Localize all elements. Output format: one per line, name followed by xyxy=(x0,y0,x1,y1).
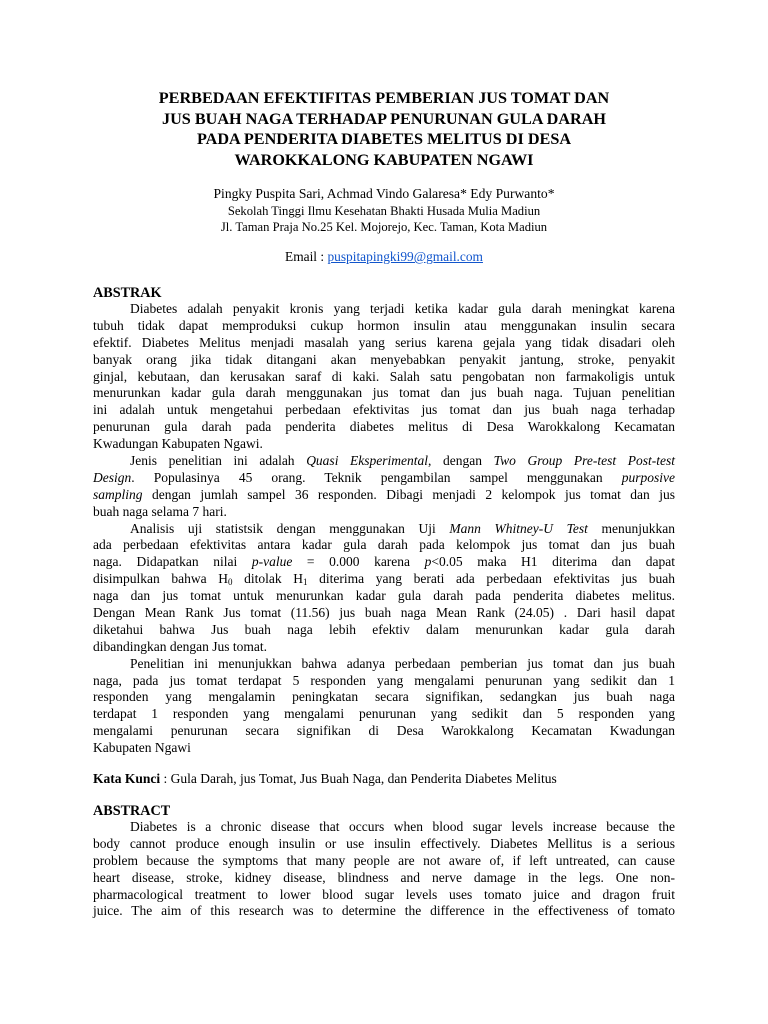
abstract-line: problem because the symptoms that many people are not aware of, if left untreated, can cause xyxy=(93,852,675,868)
title-line: PADA PENDERITA DIABETES MELITUS DI DESA xyxy=(196,130,572,148)
keywords xyxy=(93,770,557,787)
abstrak-heading: ABSTRAK xyxy=(93,285,162,301)
title-line: WAROKKALONG KABUPATEN NGAWI xyxy=(234,150,534,169)
abstrak-line: buah naga selama 7 hari. xyxy=(93,503,227,519)
text-run: = 0.000 karena xyxy=(292,554,425,570)
abstrak-line xyxy=(93,554,675,571)
abstrak-line: banyak orang jika tidak ditangani akan menyebabkan penyakit jantung, stroke, penyakit xyxy=(93,351,675,367)
keywords-label: Kata Kunci xyxy=(93,771,161,786)
email-link[interactable]: puspitapingki99@gmail.com xyxy=(327,249,483,264)
abstrak-line: dibandingkan dengan Jus tomat. xyxy=(93,638,267,654)
abstrak-line: Kwadungan Kabupaten Ngawi. xyxy=(93,436,263,452)
abstrak-line: ini adalah untuk mengetahui perbedaan efektivitas jus tomat dan jus buah naga terhadap xyxy=(93,402,675,418)
italic-run: purposive xyxy=(621,469,675,485)
abstract-line: heart disease, stroke, kidney disease, blindness and nerve damage in the legs. One non- xyxy=(93,869,675,885)
abstrak-line: mengalami penurunan secara signifikan di Desa Warokkalong Kecamatan Kwadungan xyxy=(93,723,675,739)
email-line xyxy=(0,248,768,266)
address: Jl. Taman Praja No.25 Kel. Mojorejo, Kec. Taman, Kota Madiun xyxy=(220,220,548,234)
email-label: Email : xyxy=(285,249,328,264)
abstrak-line xyxy=(93,487,675,504)
title-line: PERBEDAAN EFEKTIFITAS PEMBERIAN JUS TOMAT DAN xyxy=(158,89,610,107)
abstrak-line: ginjal, kebutaan, dan kerusakan saraf di kaki. Salah satu pengobatan non farmakoligis untuk xyxy=(93,368,675,384)
text-run: Jenis penelitian ini adalah xyxy=(130,453,307,469)
text-run: . Populasinya 45 orang. Teknik pengambilan sampel menggunakan xyxy=(131,469,622,485)
italic-run: sampling xyxy=(93,486,143,502)
abstrak-line: menurunkan kadar gula darah menggunakan jus tomat dan jus buah naga. Tujuan penelitian xyxy=(93,385,675,401)
affiliation: Sekolah Tinggi Ilmu Kesehatan Bhakti Husada Mulia Madiun xyxy=(227,204,541,218)
text-run: diterima yang berati ada perbedaan efektivitas jus buah xyxy=(307,571,675,587)
text-run: , dengan xyxy=(428,453,494,469)
abstrak-line: Diabetes adalah penyakit kronis yang terjadi ketika kadar gula darah meningkat karena xyxy=(130,301,675,316)
abstrak-line: terdapat 1 responden yang mengalami penurunan yang sedikit dan 5 responden yang xyxy=(93,706,675,722)
abstract-line: juice. The aim of this research was to determine the difference in the effectiveness of tomato xyxy=(93,903,675,919)
italic-run: p xyxy=(424,554,432,570)
abstract-line: Diabetes is a chronic disease that occurs when blood sugar levels increase because the xyxy=(130,819,675,834)
abstrak-line: ada perbedaan efektivitas antara kadar gula darah pada kelompok jus tomat dan jus buah xyxy=(93,537,675,553)
text-run: menunjukkan xyxy=(587,520,675,536)
abstrak-line xyxy=(93,521,675,538)
abstrak-line: Dengan Mean Rank Jus tomat (11.56) jus buah naga Mean Rank (24.05) . Dari hasil dapat xyxy=(93,605,675,621)
abstrak-line xyxy=(93,571,675,588)
abstrak-line: tubuh tidak dapat memproduksi cukup hormon insulin atau menggunakan insulin secara xyxy=(93,317,675,333)
subscript: 1 xyxy=(303,577,308,588)
abstrak-line xyxy=(93,453,675,470)
text-run: disimpulkan bahwa H xyxy=(93,571,229,587)
abstrak-line: naga dan jus tomat untuk menurunkan kadar gula darah pada penderita diabetes melitus. xyxy=(93,588,675,604)
italic-run: Design xyxy=(93,469,132,485)
italic-run: Quasi Eksperimental xyxy=(306,453,429,469)
keywords-text: : Gula Darah, jus Tomat, Jus Buah Naga, dan Penderita Diabetes Melitus xyxy=(160,771,557,786)
text-run: <0.05 maka H1 diterima dan dapat xyxy=(431,554,675,570)
italic-run: p-value xyxy=(251,554,293,570)
italic-run: Two Group Pre-test Post-test xyxy=(493,453,675,469)
abstrak-line: diketahui bahwa Jus buah naga lebih efektiv dalam menurunkan kadar gula darah xyxy=(93,621,675,637)
abstract-line: pharmacological treatment to lower blood sugar levels uses tomato juice and dragon fruit xyxy=(93,886,675,902)
italic-run: Mann Whitney-U Test xyxy=(449,520,588,536)
abstrak-line: penurunan gula darah pada penderita diabetes melitus di Desa Warokkalong Kecamatan xyxy=(93,419,675,435)
abstrak-line: Penelitian ini menunjukkan bahwa adanya perbedaan pemberian jus tomat dan jus buah xyxy=(130,655,675,671)
title-line: JUS BUAH NAGA TERHADAP PENURUNAN GULA DARAH xyxy=(162,109,606,128)
text-run: Analisis uji statistsik dengan menggunakan Uji xyxy=(130,520,450,536)
subscript: 0 xyxy=(228,577,233,588)
abstrak-line: responden yang mengalamin peningkatan secara signifikan, sedangkan jus buah naga xyxy=(93,689,675,705)
abstrak-line: Kabupaten Ngawi xyxy=(93,740,191,756)
author-list: Pingky Puspita Sari, Achmad Vindo Galaresa* Edy Purwanto* xyxy=(213,186,555,201)
paper-title xyxy=(110,88,658,170)
abstract-heading: ABSTRACT xyxy=(93,803,171,819)
abstrak-line xyxy=(93,470,675,487)
abstract-body xyxy=(93,819,675,920)
text-run: naga. Didapatkan nilai xyxy=(93,554,252,570)
text-run: ditolak H xyxy=(232,571,304,587)
abstract-line: body cannot produce enough insulin or use insulin effectively. Diabetes Mellitus is a serious xyxy=(93,835,675,851)
abstrak-line: efektif. Diabetes Melitus menjadi masalah yang serius karena gejala yang tidak disadari oleh xyxy=(93,334,675,350)
text-run: dengan jumlah sampel 36 responden. Dibagi menjadi 2 kelompok jus tomat dan jus xyxy=(142,486,675,502)
abstrak-body xyxy=(93,301,675,757)
abstrak-line: naga, pada jus tomat terdapat 5 responden yang mengalami penurunan yang sedikit dan 1 xyxy=(93,672,675,688)
